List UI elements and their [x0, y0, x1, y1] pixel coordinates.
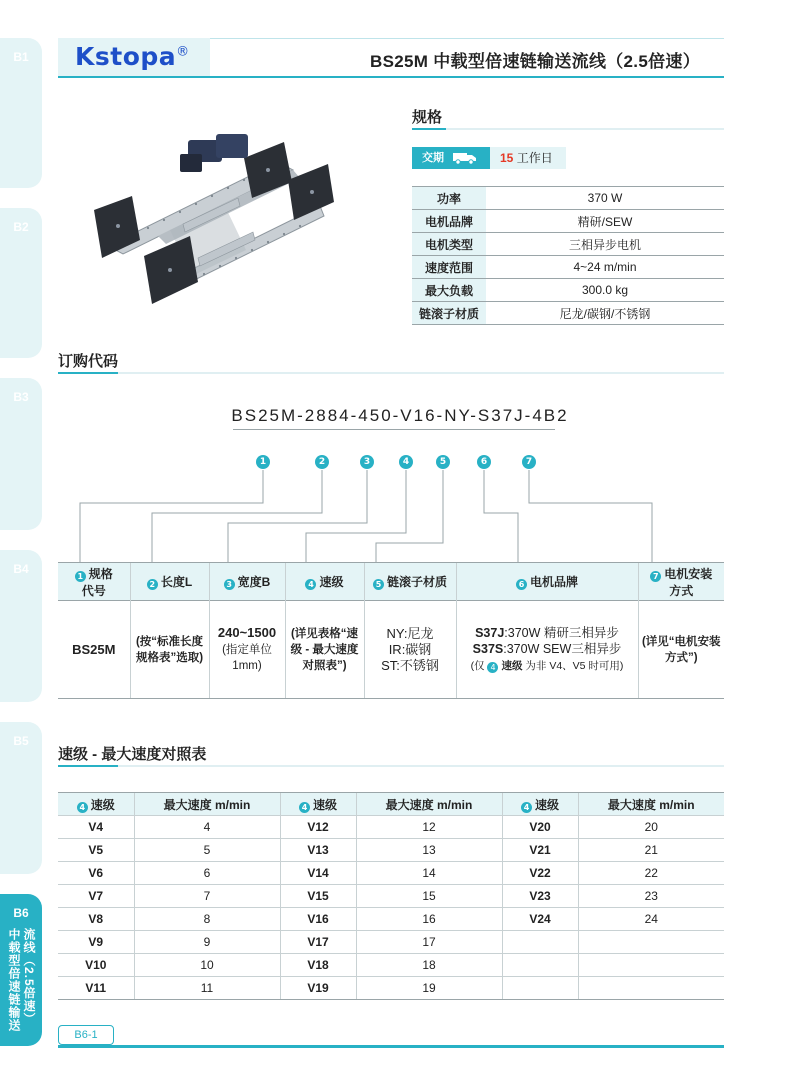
max-speed-cell: 6: [134, 862, 280, 885]
header-marker: 1: [75, 571, 86, 582]
header-marker: 4: [521, 802, 532, 813]
table-row: [58, 908, 724, 931]
max-speed-cell: 16: [356, 908, 502, 931]
speed-level-cell: V23: [502, 885, 578, 908]
table-row: [58, 816, 724, 839]
max-speed-cell: [578, 954, 724, 977]
max-speed-cell: 20: [578, 816, 724, 839]
table-row: [58, 885, 724, 908]
marker-1: 1: [256, 455, 270, 469]
order-code: BS25M-2884-450-V16-NY-S37J-4B2: [231, 406, 569, 425]
speed-level-cell: V6: [58, 862, 134, 885]
spec-key: 功率: [412, 187, 486, 210]
page-number: B6-1: [58, 1025, 114, 1045]
header-label: 速级: [90, 797, 115, 812]
motor-note: 为非 V4、V5 时可用): [522, 660, 624, 672]
max-col-header: 最大速度 m/min: [134, 793, 280, 816]
header-marker: 2: [147, 579, 158, 590]
speed-level-cell: V7: [58, 885, 134, 908]
cell-line: NY:尼龙: [386, 625, 434, 641]
max-speed-cell: 9: [134, 931, 280, 954]
order-mount-value: [638, 601, 724, 699]
max-speed-cell: 12: [356, 816, 502, 839]
max-speed-cell: 24: [578, 908, 724, 931]
header-label: 代号: [81, 583, 106, 598]
cell-line: (按“标准长度: [135, 635, 204, 648]
order-col-motor: [456, 563, 638, 601]
speed-level-cell: V15: [280, 885, 356, 908]
cell-line: 240~1500: [217, 625, 277, 640]
speed-level-cell: [502, 931, 578, 954]
side-tab-b5[interactable]: B5: [0, 722, 42, 874]
max-speed-cell: 14: [356, 862, 502, 885]
cell-line: 规格表”选取): [135, 651, 204, 664]
header-label: 链滚子材质: [386, 575, 447, 589]
table-row: [58, 977, 724, 1000]
order-motor-value: [456, 601, 638, 699]
header-label: 速级: [534, 797, 559, 812]
side-tab-b6[interactable]: B6 中载型倍速链输送 流线（2.5倍速）: [0, 894, 42, 1046]
cell-line: ST:不锈钢: [381, 657, 439, 673]
speed-level-cell: V16: [280, 908, 356, 931]
spec-heading: 规格: [412, 109, 443, 126]
header-label: 速级: [312, 797, 337, 812]
motor-code: S37S: [472, 642, 504, 656]
header-label: 长度L: [160, 575, 193, 589]
max-col-header: 最大速度 m/min: [578, 793, 724, 816]
table-row: [58, 862, 724, 885]
spec-value: 300.0 kg: [486, 279, 724, 302]
speed-level-cell: V14: [280, 862, 356, 885]
spec-key: 最大负载: [412, 279, 486, 302]
speed-level-cell: V12: [280, 816, 356, 839]
header-label: 宽度B: [237, 575, 271, 589]
header-label: 方式: [669, 583, 694, 598]
order-col-material: [364, 563, 456, 601]
delivery-days: 15: [500, 151, 514, 165]
cell-line: IR:碳钢: [388, 641, 432, 657]
order-col-model: [58, 563, 130, 601]
max-speed-cell: 15: [356, 885, 502, 908]
speed-level-cell: V17: [280, 931, 356, 954]
speed-level-cell: V22: [502, 862, 578, 885]
order-heading: 订购代码: [58, 353, 119, 370]
cell-line: 级 - 最大速度: [290, 643, 359, 656]
max-speed-cell: [578, 977, 724, 1000]
header-label: 规格: [88, 566, 113, 581]
max-speed-cell: 10: [134, 954, 280, 977]
motor-note-marker: 4: [487, 662, 498, 673]
max-speed-cell: 4: [134, 816, 280, 839]
header-marker: 6: [516, 579, 527, 590]
max-speed-cell: 17: [356, 931, 502, 954]
speed-level-cell: V13: [280, 839, 356, 862]
delivery-unit: 工作日: [513, 151, 553, 165]
brand-name: Kstopa: [75, 42, 177, 71]
table-row: [58, 954, 724, 977]
cell-line: 对照表”): [302, 659, 347, 672]
table-row: [58, 839, 724, 862]
cell-line: (详见表格“速: [290, 627, 359, 640]
order-col-width: [209, 563, 285, 601]
order-col-length: [130, 563, 209, 601]
cell-line: 1mm): [232, 660, 262, 672]
speed-level-cell: [502, 977, 578, 1000]
spec-key: 电机品牌: [412, 210, 486, 233]
motor-code: S37J: [475, 626, 505, 640]
max-col-header: 最大速度 m/min: [356, 793, 502, 816]
order-model-value: BS25M: [58, 601, 130, 699]
max-speed-cell: 18: [356, 954, 502, 977]
delivery-label: 交期: [422, 152, 444, 164]
spec-key: 速度范围: [412, 256, 486, 279]
header-label: 电机安装: [664, 566, 713, 581]
order-width-value: [209, 601, 285, 699]
motor-note: (仅: [470, 660, 488, 672]
order-col-speed: [285, 563, 364, 601]
marker-5: 5: [436, 455, 450, 469]
max-speed-cell: 8: [134, 908, 280, 931]
cell-line: 方式”): [664, 651, 698, 664]
header-label: 速级: [319, 575, 344, 589]
speed-col-header: [58, 793, 134, 816]
speed-level-cell: V8: [58, 908, 134, 931]
spec-value: 三相异步电机: [486, 233, 724, 256]
max-speed-cell: 21: [578, 839, 724, 862]
speed-level-cell: V20: [502, 816, 578, 839]
motor-desc: :370W 精研三相异步: [504, 626, 619, 640]
spec-value: 尼龙/碳钢/不锈钢: [486, 302, 724, 325]
header-marker: 7: [650, 571, 661, 582]
max-speed-cell: 23: [578, 885, 724, 908]
spec-value: 精研/SEW: [486, 210, 724, 233]
header-marker: 3: [224, 579, 235, 590]
speed-heading-rule: [58, 765, 724, 767]
marker-4: 4: [399, 455, 413, 469]
header-marker: 4: [77, 802, 88, 813]
max-speed-cell: 22: [578, 862, 724, 885]
marker-6: 6: [477, 455, 491, 469]
speed-level-cell: V21: [502, 839, 578, 862]
order-code-table: [58, 562, 724, 699]
side-tab-b2[interactable]: B2: [0, 208, 42, 358]
speed-level-cell: V11: [58, 977, 134, 1000]
header-label: 电机品牌: [529, 575, 578, 589]
marker-2: 2: [315, 455, 329, 469]
speed-col-header: [280, 793, 356, 816]
cell-line: (详见“电机安装: [641, 635, 721, 648]
speed-level-cell: V5: [58, 839, 134, 862]
order-length-value: [130, 601, 209, 699]
speed-level-cell: V19: [280, 977, 356, 1000]
spec-key: 电机类型: [412, 233, 486, 256]
order-material-value: [364, 601, 456, 699]
speed-level-cell: V18: [280, 954, 356, 977]
max-speed-cell: 19: [356, 977, 502, 1000]
spec-value: 370 W: [486, 187, 724, 210]
registered-mark: ®: [176, 44, 190, 60]
marker-7: 7: [522, 455, 536, 469]
max-speed-cell: 11: [134, 977, 280, 1000]
side-tab-b6-caption: 中载型倍速链输送 流线（2.5倍速）: [7, 928, 36, 1032]
spec-key: 链滚子材质: [412, 302, 486, 325]
max-speed-cell: [578, 931, 724, 954]
motor-desc: :370W SEW三相异步: [503, 642, 622, 656]
speed-level-cell: V9: [58, 931, 134, 954]
speed-table: [58, 792, 724, 1000]
marker-3: 3: [360, 455, 374, 469]
cell-line: (指定单位: [222, 644, 272, 656]
header-marker: 5: [373, 579, 384, 590]
footer-rule: [58, 1045, 724, 1048]
side-tab-b3[interactable]: B3: [0, 378, 42, 530]
speed-table-heading: 速级 - 最大速度对照表: [58, 746, 207, 763]
speed-level-cell: V10: [58, 954, 134, 977]
spec-value: 4~24 m/min: [486, 256, 724, 279]
order-speed-value: [285, 601, 364, 699]
max-speed-cell: 7: [134, 885, 280, 908]
max-speed-cell: 5: [134, 839, 280, 862]
header-marker: 4: [299, 802, 310, 813]
page-title: BS25M 中载型倍速链输送流线（2.5倍速）: [370, 52, 700, 71]
speed-level-cell: V4: [58, 816, 134, 839]
max-speed-cell: 13: [356, 839, 502, 862]
side-tab-b1[interactable]: B1: [0, 38, 42, 188]
speed-level-cell: V24: [502, 908, 578, 931]
header-marker: 4: [305, 579, 316, 590]
motor-note: 速级: [501, 660, 523, 672]
speed-level-cell: [502, 954, 578, 977]
table-row: [58, 931, 724, 954]
speed-table-body: [58, 816, 724, 1000]
order-col-mount: [638, 563, 724, 601]
side-tab-b4[interactable]: B4: [0, 550, 42, 702]
speed-col-header: [502, 793, 578, 816]
